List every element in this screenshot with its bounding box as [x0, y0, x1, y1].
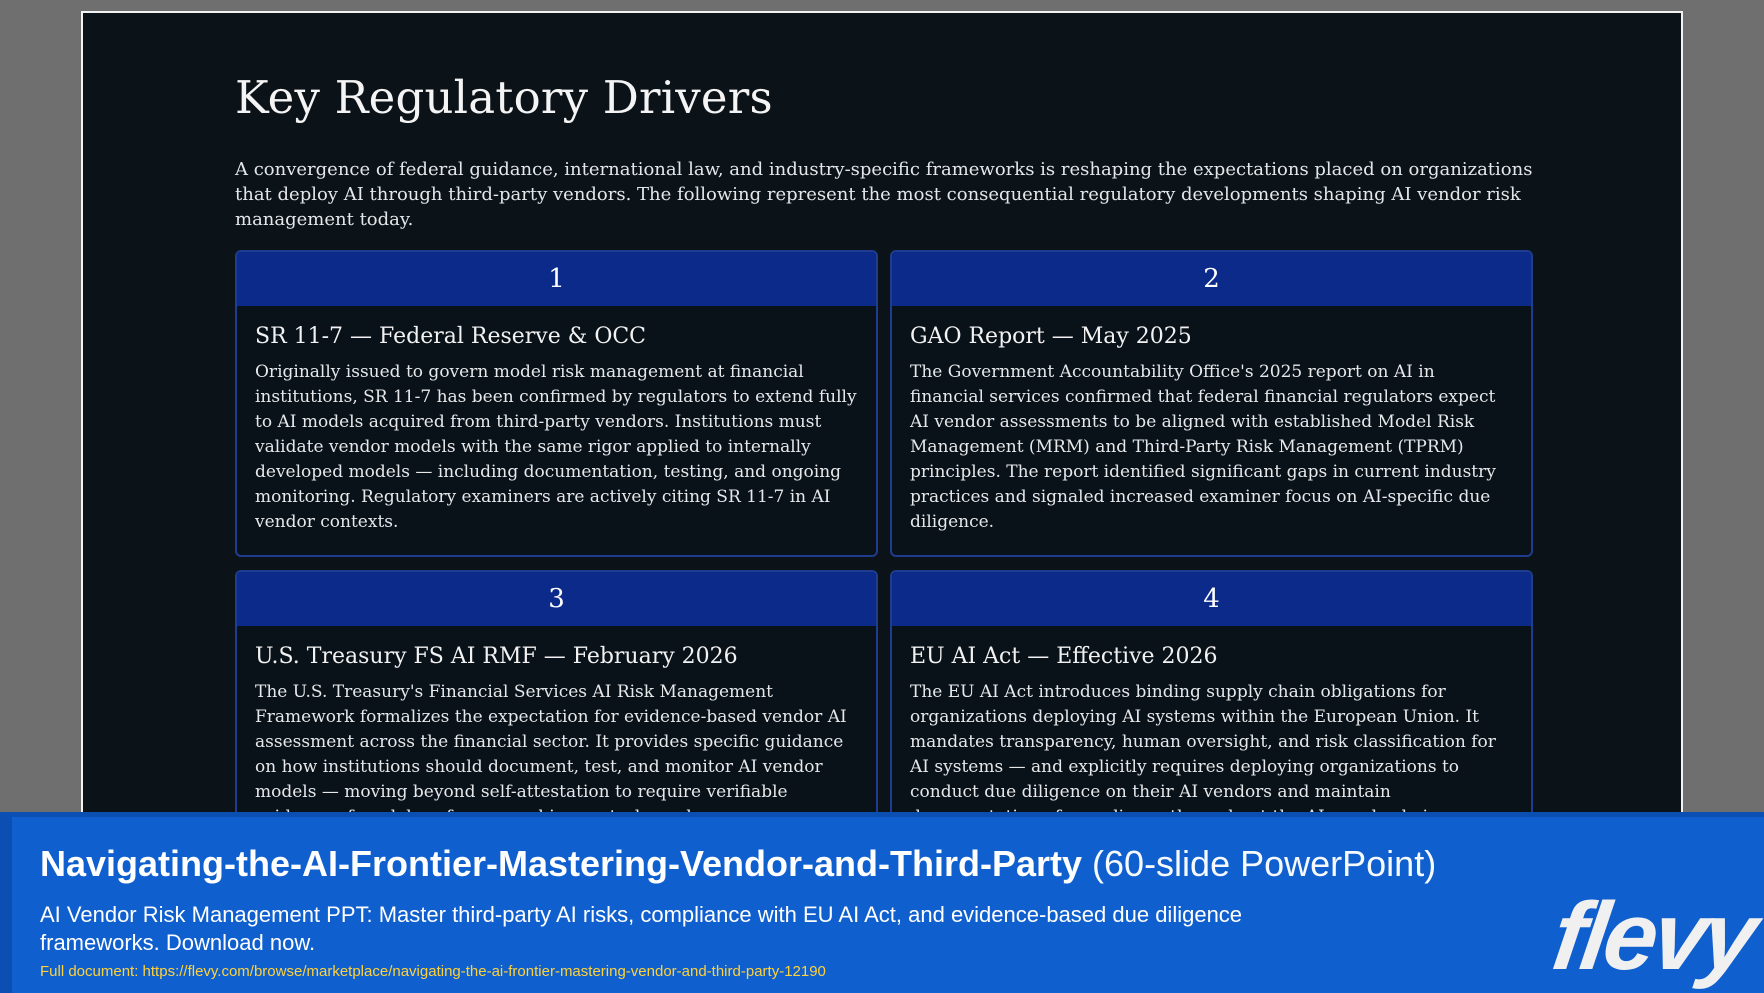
card-title: GAO Report — May 2025	[910, 324, 1192, 349]
card-body: The U.S. Treasury's Financial Services AI Risk Management Framework formalizes the expectation for evidence-based vendor AI assessment across the financial sector. It provides specific guidance on how institutions should document, test, and monitor AI vendor models — moving beyond self-attestation to require verifiable	[255, 682, 847, 802]
slide	[81, 11, 1683, 871]
driver-card-1	[235, 250, 878, 557]
promo-banner	[0, 812, 1764, 993]
banner-description: AI Vendor Risk Management PPT: Master third-party AI risks, compliance with EU AI Act, and evidence-based due diligence frameworks. Download now.	[40, 902, 1243, 955]
card-number: 1	[237, 252, 876, 306]
banner-title	[40, 843, 1436, 885]
card-number: 2	[892, 252, 1531, 306]
card-body: Originally issued to govern model risk management at financial institutions, SR 11-7 has been confirmed by regulators to extend fully to AI models acquired from third-party vendors. Institutions must validate vendor models with the same rigor applied to internally developed models — including documentation, testing, and ongoing monitoring. Regulatory examiners are actively citing SR 11-7 in AI vendor contexts.	[255, 362, 857, 532]
slide-title: Key Regulatory Drivers	[235, 71, 773, 124]
flevy-logo: flevy	[1546, 883, 1761, 990]
card-number: 4	[892, 572, 1531, 626]
card-title: U.S. Treasury FS AI RMF — February 2026	[255, 644, 738, 669]
card-number: 3	[237, 572, 876, 626]
card-title: SR 11-7 — Federal Reserve & OCC	[255, 324, 647, 349]
full-document-link[interactable]: Full document: https://flevy.com/browse/marketplace/navigating-the-ai-frontier-mastering-vendor-and-third-party-12190	[40, 963, 826, 980]
card-body: The Government Accountability Office's 2025 report on AI in financial services confirmed that federal financial regulators expect AI vendor assessments to be aligned with established Model Risk Management (MRM) and Third-Party Risk Management (TPRM) principles. The report identified significant gaps in current industry practices and signaled increased examiner focus on AI-specific due diligence.	[910, 362, 1496, 532]
document-name: Navigating-the-AI-Frontier-Mastering-Vendor-and-Third-Party	[40, 843, 1083, 884]
driver-card-2	[890, 250, 1533, 557]
card-title: EU AI Act — Effective 2026	[910, 644, 1218, 669]
card-body: The EU AI Act introduces binding supply chain obligations for organizations deploying AI systems within the European Union. It mandates transparency, human oversight, and risk classification for AI systems — and explicitly requires deploying organizations to conduct due diligence on their AI vendors and maintain	[910, 682, 1496, 802]
slide-count: (60-slide PowerPoint)	[1082, 843, 1437, 884]
banner-stripe	[0, 817, 12, 993]
slide-intro: A convergence of federal guidance, international law, and industry-specific frameworks is reshaping the expectations placed on organizations that deploy AI through third-party vendors. The following represent the most consequential regulatory developments shaping AI vendor risk management today.	[235, 159, 1533, 230]
